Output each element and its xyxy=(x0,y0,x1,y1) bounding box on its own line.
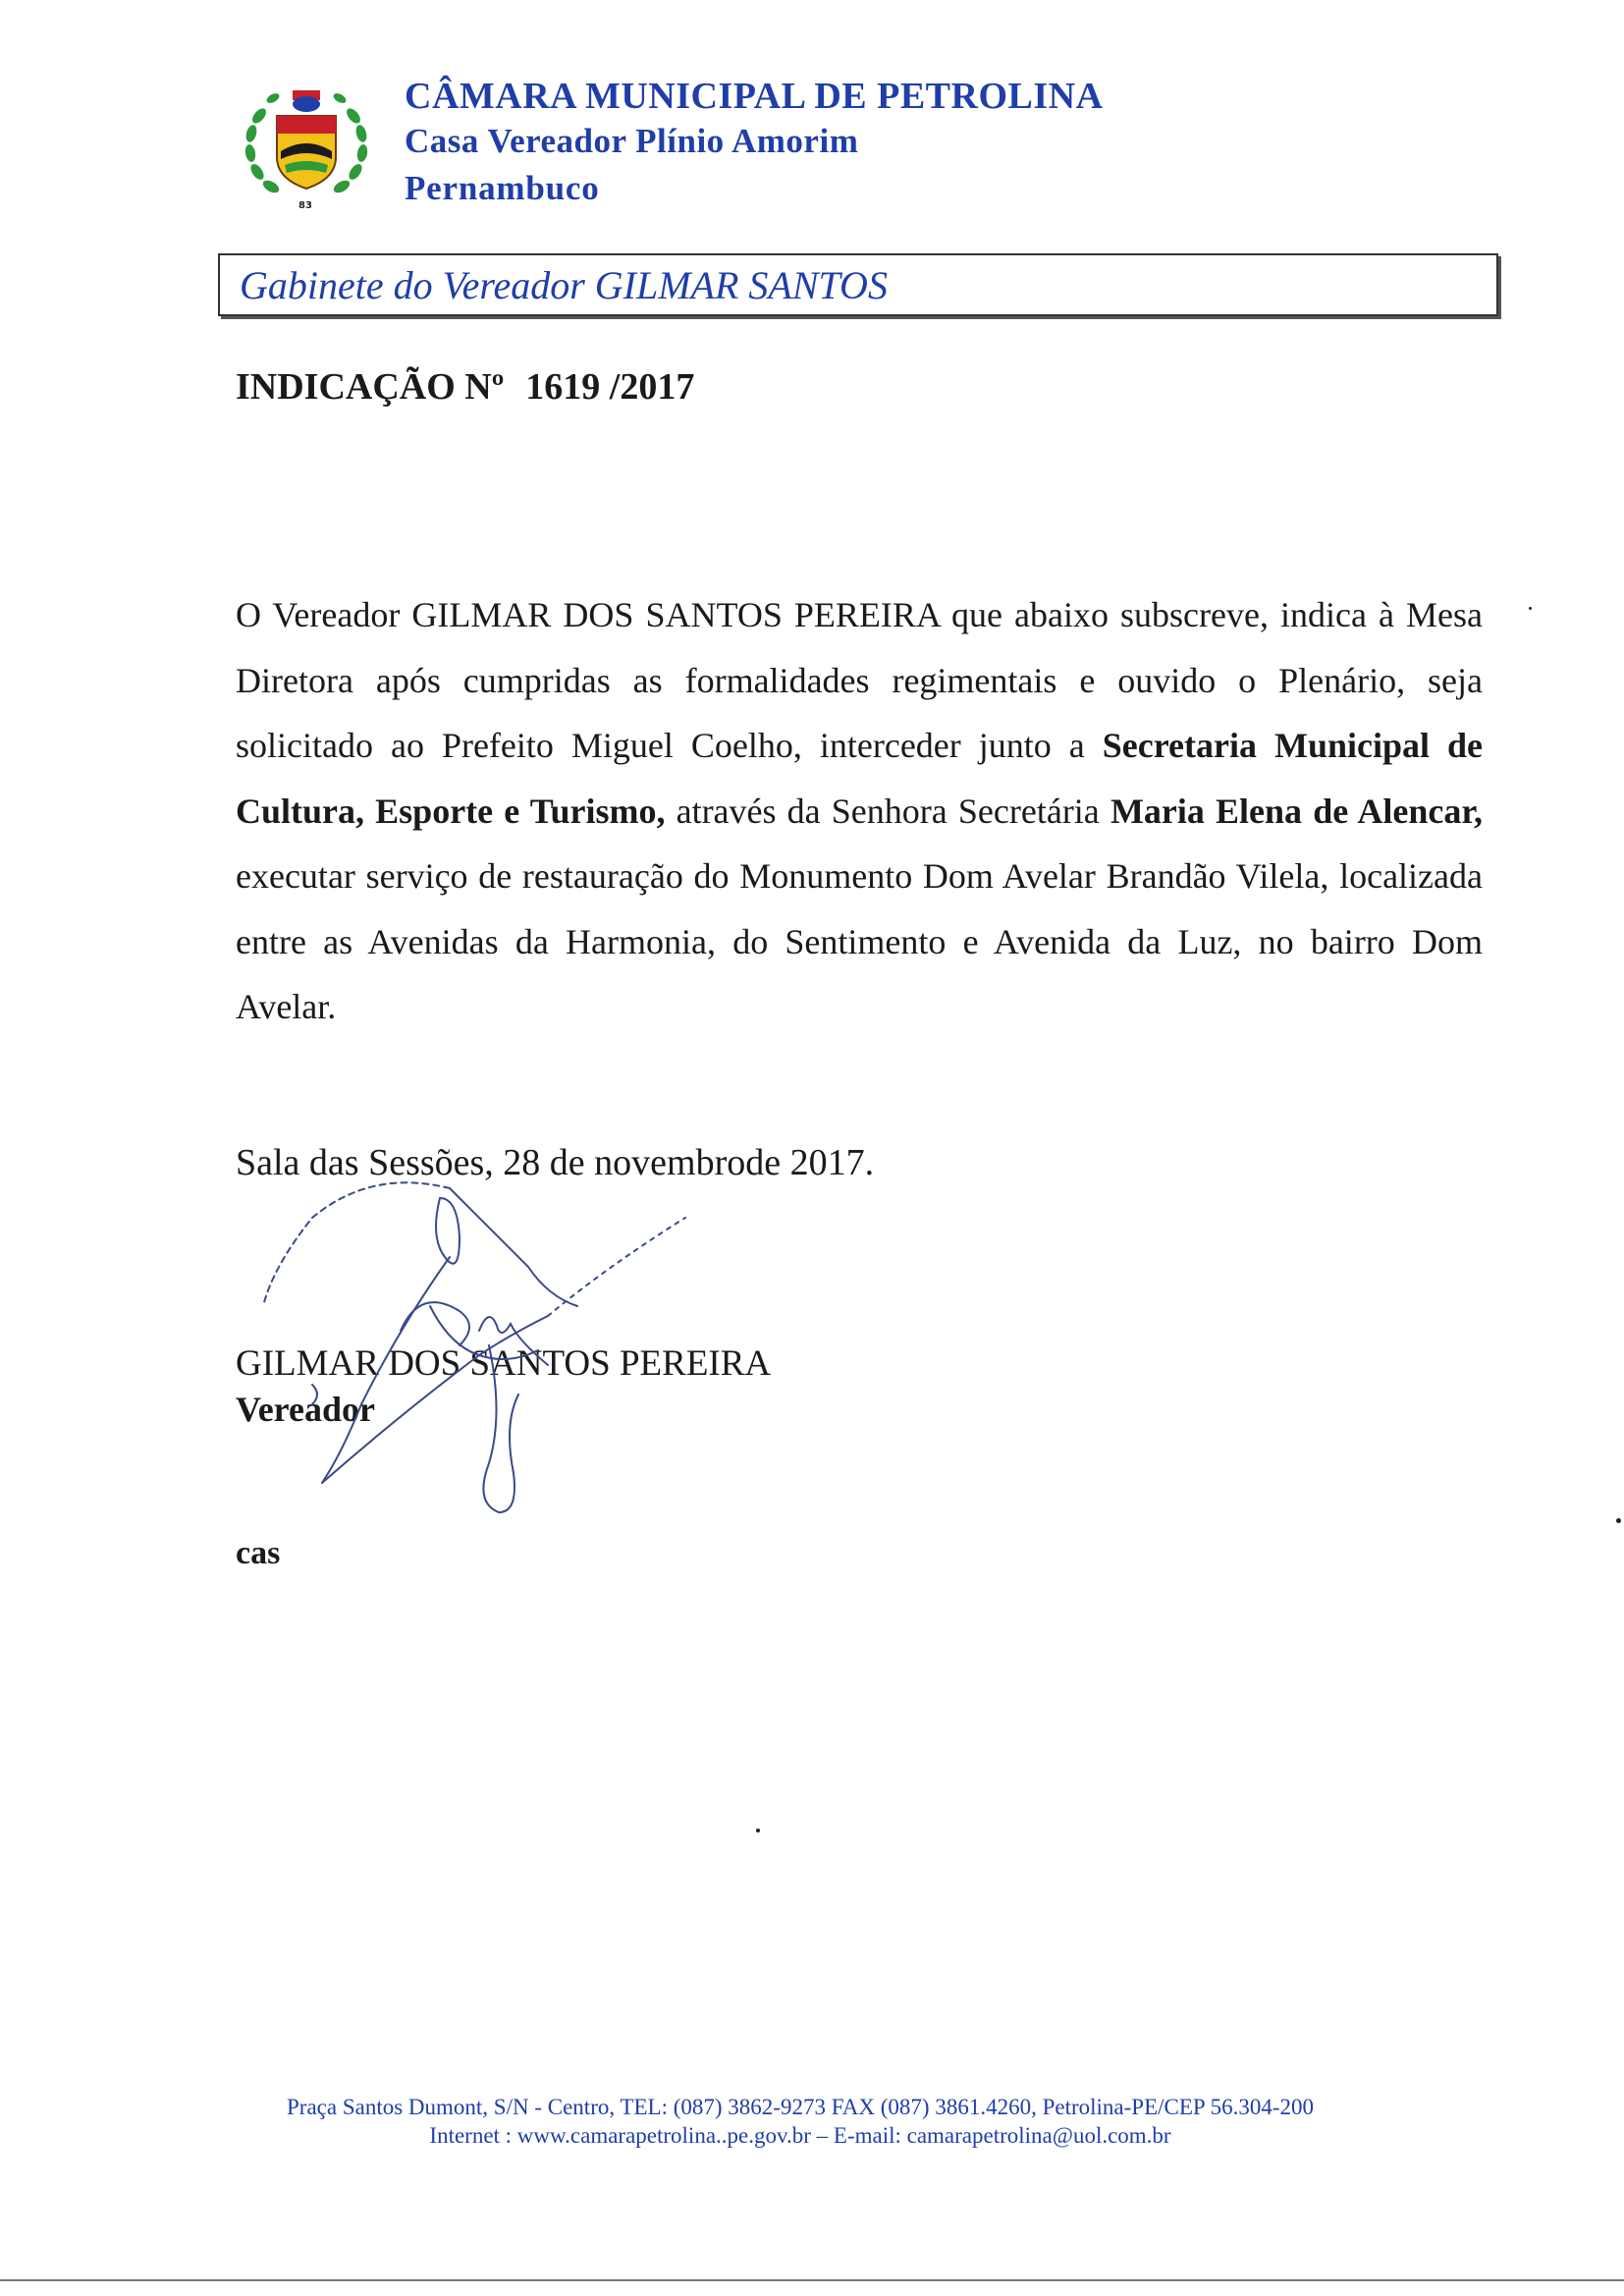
state-name: Pernambuco xyxy=(405,169,600,207)
municipal-crest-logo xyxy=(238,77,375,214)
crest-seal-text: 83 xyxy=(298,200,312,211)
indicacao-number: 1619 /2017 xyxy=(525,366,695,408)
house-name: Casa Vereador Plínio Amorim xyxy=(405,122,859,160)
cabinet-title: Gabinete do Vereador GILMAR SANTOS xyxy=(240,263,888,307)
body-paragraph xyxy=(236,582,1483,1040)
document-title xyxy=(236,365,694,409)
institution-name: CÂMARA MUNICIPAL DE PETROLINA xyxy=(405,76,1104,117)
scan-speck xyxy=(1616,1518,1621,1523)
session-date-line: Sala das Sessões, 28 de novembrode 2017. xyxy=(236,1142,875,1183)
footer-contact: Internet : www.camarapetrolina..pe.gov.br – E-mail: camarapetrolina@uol.com.br xyxy=(429,2123,1171,2148)
body-text-part3: executar serviço de restauração do Monumento Dom Avelar Brandão Vilela, localizada entre as Avenidas da Harmonia, do Sentimento e Avenida da Luz, no bairro Dom Avelar. xyxy=(236,856,1483,1026)
handwritten-signature xyxy=(253,1159,725,1522)
cabinet-banner xyxy=(218,253,1498,316)
body-bold-secretary-name: Maria Elena de Alencar, xyxy=(1110,791,1483,831)
indicacao-label: INDICAÇÃO Nº xyxy=(236,366,505,408)
scan-speck xyxy=(1529,607,1532,610)
body-text-part2: através da Senhora Secretária xyxy=(665,791,1110,831)
typist-initials: cas xyxy=(236,1535,281,1571)
body-text-part1: O Vereador GILMAR DOS SANTOS PEREIRA que abaixo subscreve, indica à Mesa Diretora após cumpridas as formalidades regimentais e ouvido o Plenário, seja solicitado ao Prefeito Miguel Coelho, interceder junto a xyxy=(236,595,1483,765)
footer-address: Praça Santos Dumont, S/N - Centro, TEL: (087) 3862-9273 FAX (087) 3861.4260, Petrolina-PE/CEP 56.304-200 xyxy=(287,2095,1314,2119)
scan-speck xyxy=(756,1829,760,1832)
scan-edge-line xyxy=(0,2279,1624,2281)
signatory-role: Vereador xyxy=(236,1390,375,1429)
signatory-name: GILMAR DOS SANTOS PEREIRA xyxy=(236,1343,772,1384)
body-bold-secretariat: Secretaria Municipal de Cultura, Esporte e Turismo, xyxy=(236,726,1484,831)
